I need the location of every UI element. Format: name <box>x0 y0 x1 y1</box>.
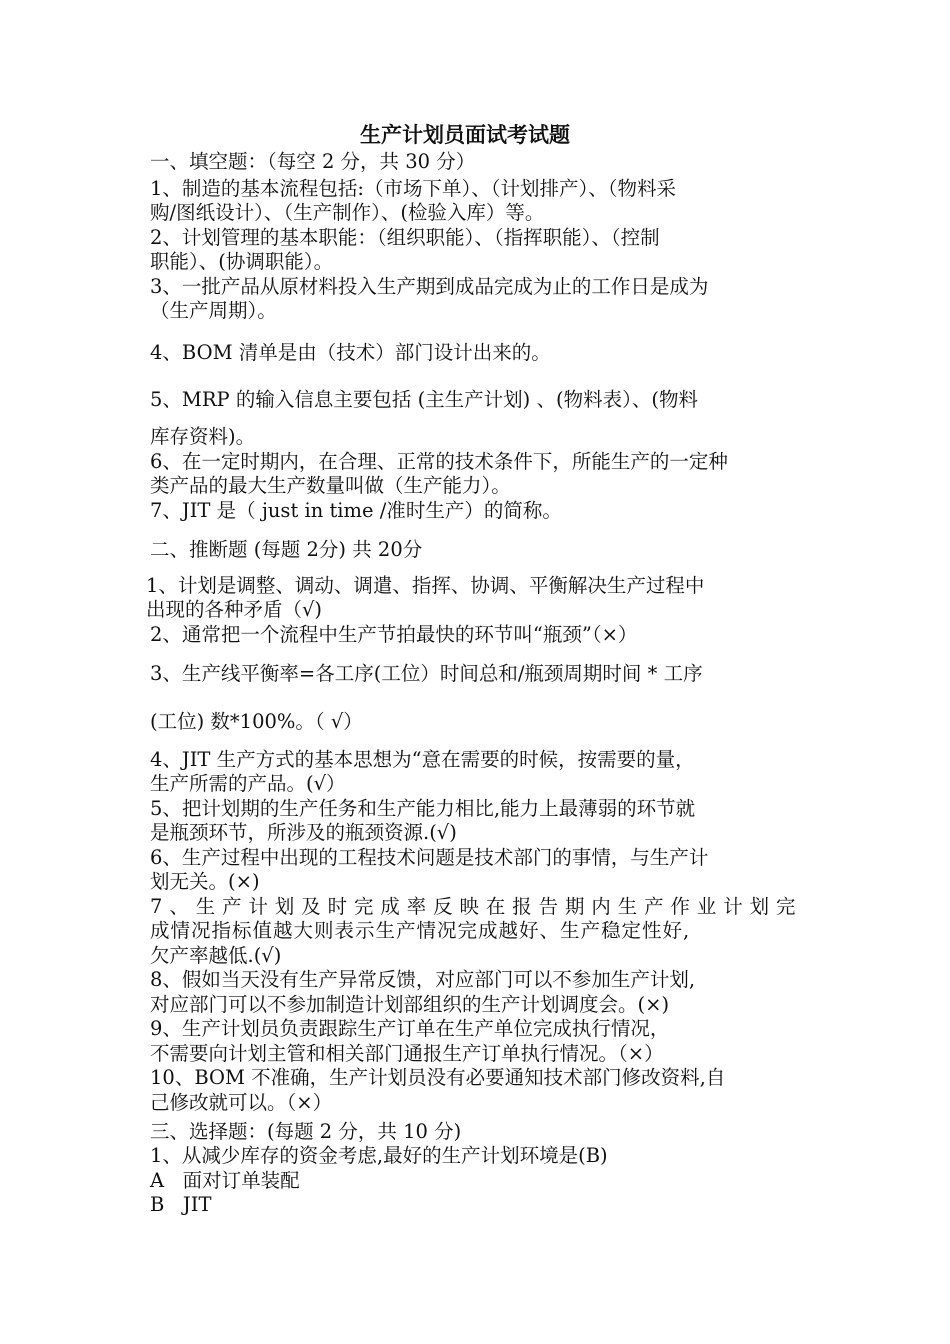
judge-line-20: 己修改就可以。（×） <box>150 1091 333 1114</box>
judge-line-17: 9、生产计划员负责跟踪生产订单在生产单位完成执行情况， <box>150 1017 670 1040</box>
fill-line-4: 职能）、(协调职能）。 <box>150 250 334 273</box>
judge-line-13: 成情况指标值越大则表示生产情况完成越好、生产稳定性好, <box>150 919 691 942</box>
fill-line-8: 5、MRP 的输入信息主要包括 (主生产计划) 、(物料表）、(物料 <box>150 388 698 411</box>
judge-line-14: 欠产率越低.(√) <box>150 944 282 967</box>
fill-line-1: 1、制造的基本流程包括:（市场下单）、（计划排产）、（物料采 <box>150 177 676 200</box>
fill-line-10: 6、在一定时期内，在合理、正常的技术条件下，所能生产的一定种 <box>150 450 728 473</box>
judge-line-7: 生产所需的产品。(√） <box>150 772 346 795</box>
choice-line-1: 1、从减少库存的资金考虑,最好的生产计划环境是(B) <box>150 1144 608 1167</box>
judge-line-9: 是瓶颈环节，所涉及的瓶颈资源.(√) <box>150 821 457 844</box>
fill-line-9: 库存资料)。 <box>150 425 256 448</box>
judge-line-15: 8、假如当天没有生产异常反馈，对应部门可以不参加生产计划, <box>150 968 696 991</box>
choice-line-3: B JIT <box>150 1193 212 1216</box>
fill-line-6: （生产周期）。 <box>150 299 277 322</box>
fill-line-7: 4、BOM 清单是由（技术）部门设计出来的。 <box>150 341 551 364</box>
section-heading-choice: 三、选择题：(每题 2 分，共 10 分) <box>150 1120 462 1143</box>
judge-line-16: 对应部门可以不参加制造计划部组织的生产计划调度会。(×) <box>150 993 670 1016</box>
judge-line-3: 2、通常把一个流程中生产节拍最快的环节叫“瓶颈”（×） <box>150 623 638 646</box>
judge-line-5: (工位) 数*100%。（ √） <box>150 710 363 733</box>
fill-line-5: 3、一批产品从原材料投入生产期到成品完成为止的工作日是成为 <box>150 275 709 298</box>
fill-line-3: 2、计划管理的基本职能：（组织职能）、（指挥职能）、（控制 <box>150 226 660 249</box>
judge-line-12: 7、生产计划及时完成率反映在报告期内生产作业计划完 <box>150 895 803 918</box>
section-heading-fill: 一、填空题：（每空 2 分，共 30 分） <box>150 150 476 173</box>
section-heading-judge: 二、推断题 (每题 2分) 共 20分 <box>150 538 423 561</box>
page-title: 生产计划员面试考试题 <box>360 122 570 147</box>
judge-line-1: 1、计划是调整、调动、调遣、指挥、协调、平衡解决生产过程中 <box>146 574 705 597</box>
fill-line-2: 购/图纸设计）、（生产制作）、(检验入库）等。 <box>150 201 545 224</box>
judge-line-8: 5、把计划期的生产任务和生产能力相比,能力上最薄弱的环节就 <box>150 797 696 820</box>
fill-line-12: 7、JIT 是（ just in time /准时生产）的简称。 <box>150 499 562 522</box>
judge-line-11: 划无关。(×) <box>150 870 260 893</box>
fill-line-11: 类产品的最大生产数量叫做（生产能力）。 <box>150 474 511 497</box>
judge-line-18: 不需要向计划主管和相关部门通报生产订单执行情况。（×） <box>150 1042 664 1065</box>
judge-line-6: 4、JIT 生产方式的基本思想为“意在需要的时候，按需要的量， <box>150 748 695 771</box>
choice-line-2: A 面对订单装配 <box>150 1169 300 1192</box>
judge-line-10: 6、生产过程中出现的工程技术问题是技术部门的事情，与生产计 <box>150 846 709 869</box>
judge-line-19: 10、BOM 不准确，生产计划员没有必要通知技术部门修改资料,自 <box>150 1066 726 1089</box>
judge-line-2: 出现的各种矛盾（√) <box>146 598 323 621</box>
judge-line-4: 3、生产线平衡率=各工序(工位）时间总和/瓶颈周期时间 * 工序 <box>150 662 703 685</box>
